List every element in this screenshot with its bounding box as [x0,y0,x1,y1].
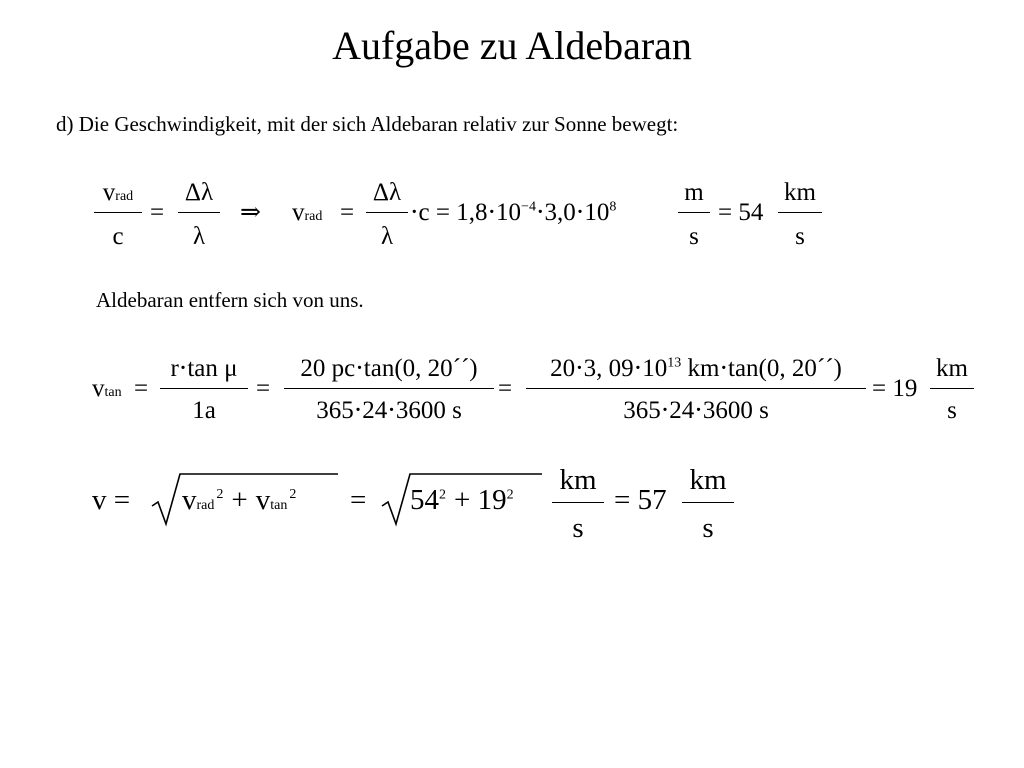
delta-lambda: Δλ [372,179,402,206]
remark-text: Aldebaran entfern sich von uns. [96,288,364,312]
subscript-rad: rad [196,498,215,513]
exponent: 2 [506,487,514,503]
unit-km: km [784,179,816,206]
exponent: 2 [439,487,446,503]
lambda: λ [192,223,206,250]
fraction-dlambda-over-lambda-2 [366,180,408,250]
symbol-v: v [92,375,105,402]
symbol-v: v [255,484,271,516]
fraction-km-expression [526,356,866,426]
lambda: λ [380,223,394,250]
numerator: r⋅tan μ [170,355,238,382]
unit-s: s [702,512,714,544]
unit-m-per-s [678,180,710,250]
unit-m: m [684,179,704,206]
symbol-v: v [292,199,305,226]
fraction-bar [526,388,866,389]
unit-km: km [559,464,597,496]
subscript-rad: rad [304,209,323,224]
fraction-bar [678,212,710,213]
unit-km-per-s [682,466,734,546]
v-tangential [92,376,122,401]
equals-sign: = [350,484,367,516]
radicand-vrad-vtan [182,486,296,515]
v-radial [292,200,322,225]
plus-19: + 19 [454,484,507,516]
fraction-r-tan-mu [160,356,248,426]
unit-km-per-s [778,180,822,250]
exponent: −4 [521,199,536,215]
denominator: 365⋅24⋅3600 s [316,397,462,424]
numerator-part-1: 20⋅3, 09⋅10 [550,355,668,382]
subscript-rad: rad [115,189,134,204]
symbol-c: c [112,223,124,250]
fraction-bar [930,388,974,389]
exponent: 2 [289,487,297,503]
symbol-v: v [102,179,116,206]
fraction-bar [366,212,408,213]
fraction-bar [778,212,822,213]
unit-s: s [947,397,957,424]
result-value: = 19 [872,375,918,402]
page-title: Aufgabe zu Aldebaran [332,23,692,68]
exponent: 13 [667,355,682,371]
numerator: 20 pc⋅tan(0, 20´´) [300,355,478,382]
exponent: 8 [609,199,617,215]
equals-sign: = [134,375,149,402]
number-54: 54 [410,484,439,516]
unit-s: s [795,223,805,250]
product-part-2: ⋅3,0⋅10 [535,199,610,226]
subscript-tan: tan [104,385,122,400]
unit-km-per-s [930,356,974,426]
denominator: 1a [192,397,216,424]
plus-sign: + [231,484,248,516]
result-value: = 54 [718,199,764,226]
task-description: d) Die Geschwindigkeit, mit der sich Aldebaran relativ zur Sonne bewegt: [56,112,679,136]
subscript-tan: tan [270,498,288,513]
unit-km: km [936,355,968,382]
numerator [526,356,866,381]
unit-km-per-s [552,466,604,546]
product-expression [410,200,616,225]
result-value: = 57 [614,484,667,516]
fraction-vrad-over-c [94,180,142,250]
fraction-bar [682,502,734,503]
numerator-part-2: km⋅tan(0, 20´´) [681,355,842,382]
fraction-bar [160,388,248,389]
fraction-bar [94,212,142,213]
unit-s: s [572,512,584,544]
equals-sign: = [340,199,355,226]
implies-arrow: ⇒ [240,199,261,226]
fraction-bar [552,502,604,503]
exponent: 2 [216,487,224,503]
symbol-v: v [182,484,197,516]
denominator: 365⋅24⋅3600 s [623,397,769,424]
unit-s: s [689,223,699,250]
product-part-1: ⋅c = 1,8⋅10 [410,199,522,226]
fraction-bar [178,212,220,213]
radicand-numbers [410,486,514,515]
fraction-parsec-expression [284,356,494,426]
equals-sign: = [256,375,271,402]
equals-sign: = [150,199,165,226]
fraction-bar [284,388,494,389]
fraction-dlambda-over-lambda [178,180,220,250]
unit-km: km [689,464,727,496]
delta-lambda: Δλ [184,179,214,206]
v-equals: v = [92,484,131,516]
equals-sign: = [498,375,513,402]
